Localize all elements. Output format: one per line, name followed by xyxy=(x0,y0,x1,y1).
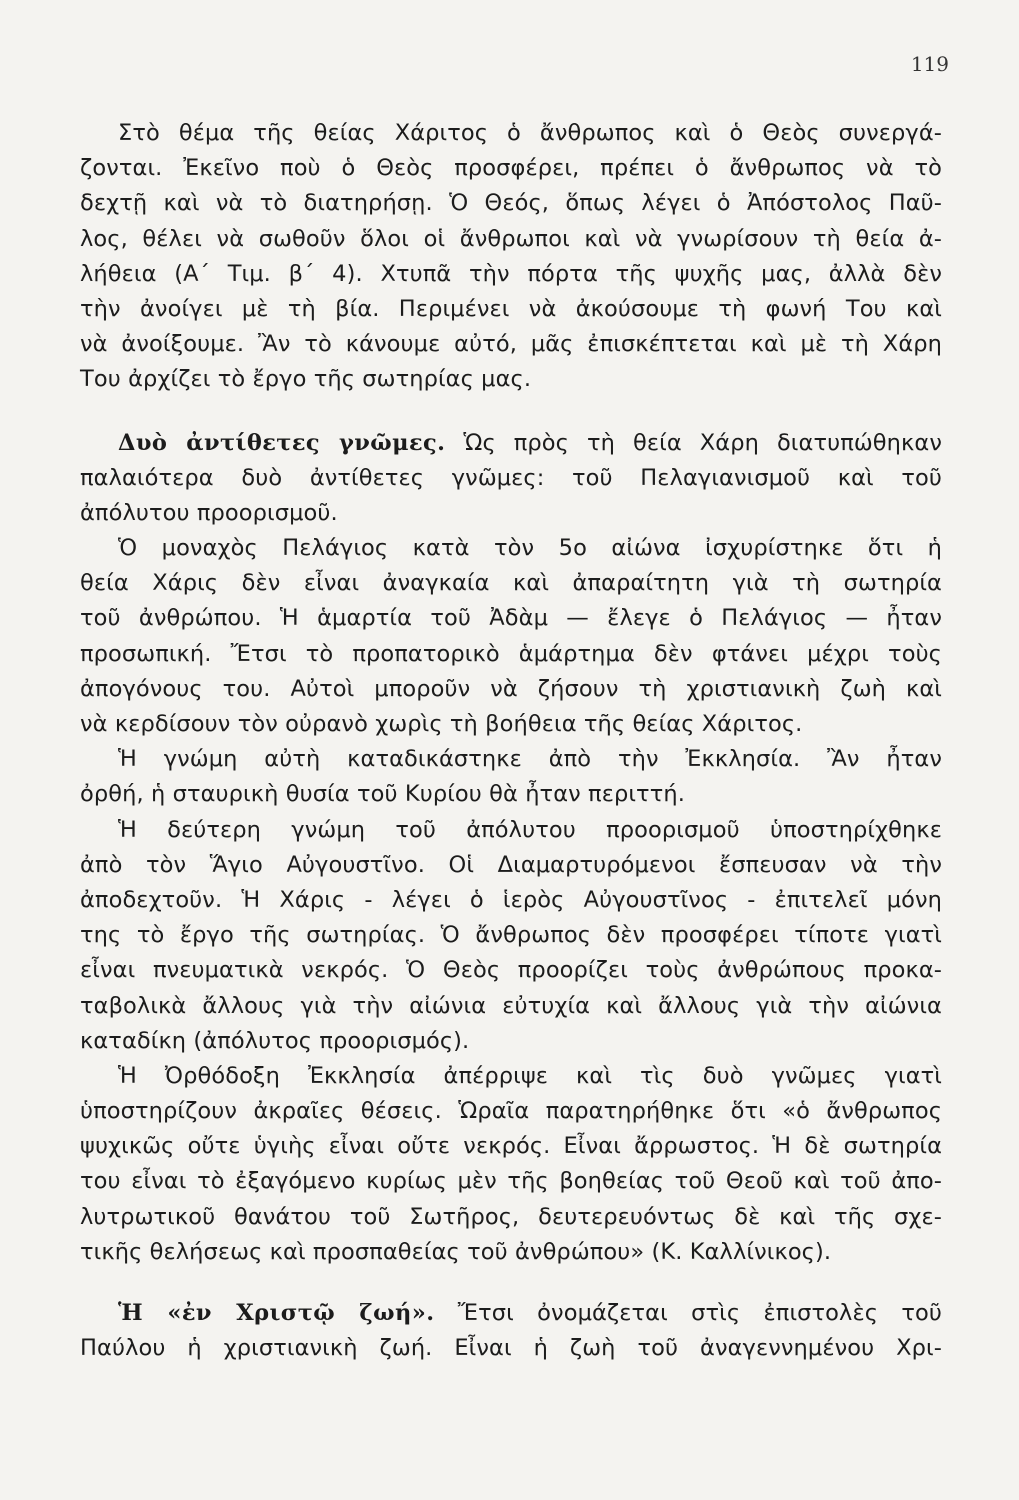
page-number: 119 xyxy=(910,52,949,76)
text-line: ὀρθή, ἡ σταυρικὴ θυσία τοῦ Κυρίου θὰ ἦταν περιττή. xyxy=(80,781,685,808)
text-line: θεία Χάρις δὲν εἶναι ἀναγκαία καὶ ἀπαραίτητη γιὰ τὴ σωτηρία xyxy=(80,570,942,597)
paragraph xyxy=(80,1059,942,1270)
text-line: καταδίκη (ἀπόλυτος προορισμός). xyxy=(80,1027,470,1054)
text-line: ταβολικὰ ἄλλους γιὰ τὴν αἰώνια εὐτυχία καὶ ἄλλους γιὰ τὴν αἰώνια xyxy=(80,992,942,1019)
page-text xyxy=(80,116,942,1366)
text-line: ἀπὸ τὸν Ἅγιο Αὐγουστῖνο. Οἱ Διαμαρτυρόμενοι ἔσπευσαν νὰ τὴν xyxy=(80,851,942,878)
text-line: Στὸ θέμα τῆς θείας Χάριτος ὁ ἄνθρωπος καὶ ὁ Θεὸς συνεργά- xyxy=(118,120,942,146)
text-line: ζονται. Ἐκεῖνο ποὺ ὁ Θεὸς προσφέρει, πρέπει ὁ ἄνθρωπος νὰ τὸ xyxy=(80,155,942,182)
text-line: της τὸ ἔργο τῆς σωτηρίας. Ὁ ἄνθρωπος δὲν προσφέρει τίποτε γιατὶ xyxy=(80,922,942,949)
paragraph xyxy=(80,813,942,1059)
text-run: Ὡς πρὸς τὴ θεία Χάρη διατυπώθηκαν xyxy=(445,429,942,456)
text-line: τοῦ ἀνθρώπου. Ἡ ἁμαρτία τοῦ Ἀδὰμ — ἔλεγε ὁ Πελάγιος — ἦταν xyxy=(80,605,942,632)
text-line: Του ἀρχίζει τὸ ἔργο τῆς σωτηρίας μας. xyxy=(80,366,532,393)
text-line: δεχτῇ καὶ νὰ τὸ διατηρήσῃ. Ὁ Θεός, ὅπως λέγει ὁ Ἀπόστολος Παῦ- xyxy=(80,190,942,217)
text-line: νὰ ἀνοίξουμε. Ἂν τὸ κάνουμε αὐτό, μᾶς ἐπισκέπτεται καὶ μὲ τὴ Χάρη xyxy=(80,331,942,358)
text-line: Ἡ Ὀρθόδοξη Ἐκκλησία ἀπέρριψε καὶ τὶς δυὸ γνῶμες γιατὶ xyxy=(118,1062,942,1089)
text-line: λήθεια (Α΄ Τιμ. β΄ 4). Χτυπᾶ τὴν πόρτα τῆς ψυχῆς μας, ἀλλὰ δὲν xyxy=(80,260,942,287)
text-run: Ἔτσι ὀνομάζεται στὶς ἐπιστολὲς τοῦ xyxy=(434,1300,942,1326)
text-line: του εἶναι τὸ ἐξαγόμενο κυρίως μὲν τῆς βοηθείας τοῦ Θεοῦ καὶ τοῦ ἀπο- xyxy=(80,1168,942,1195)
text-line: παλαιότερα δυὸ ἀντίθετες γνῶμες: τοῦ Πελαγιανισμοῦ καὶ τοῦ xyxy=(80,464,942,491)
paragraph xyxy=(80,531,942,742)
paragraph xyxy=(80,116,942,398)
text-line: Παύλου ἡ χριστιανικὴ ζωή. Εἶναι ἡ ζωὴ τοῦ ἀναγεννημένου Χρι- xyxy=(80,1335,942,1362)
text-line xyxy=(80,426,942,461)
text-line: λυτρωτικοῦ θανάτου τοῦ Σωτῆρος, δευτερευόντως δὲ καὶ τῆς σχε- xyxy=(80,1203,942,1230)
section-heading: Δυὸ ἀντίθετες γνῶμες. xyxy=(118,429,446,456)
text-line: ἀπόλυτου προορισμοῦ. xyxy=(80,499,338,526)
text-line xyxy=(80,1296,942,1331)
paragraph xyxy=(80,1296,942,1366)
text-line: ἀποδεχτοῦν. Ἡ Χάρις - λέγει ὁ ἱερὸς Αὐγουστῖνος - ἐπιτελεῖ μόνη xyxy=(80,886,942,913)
text-line: τικῆς θελήσεως καὶ προσπαθείας τοῦ ἀνθρώπου» (Κ. Καλλίνικος). xyxy=(80,1238,832,1265)
text-line: Ὁ μοναχὸς Πελάγιος κατὰ τὸν 5ο αἰώνα ἰσχυρίστηκε ὅτι ἡ xyxy=(118,535,942,562)
paragraph xyxy=(80,426,942,532)
text-line: ψυχικῶς οὔτε ὑγιὴς εἶναι οὔτε νεκρός. Εἶναι ἄρρωστος. Ἡ δὲ σωτηρία xyxy=(80,1133,942,1160)
text-line: λος, θέλει νὰ σωθοῦν ὅλοι οἱ ἄνθρωποι καὶ νὰ γνωρίσουν τὴ θεία ἀ- xyxy=(80,225,942,252)
text-line: εἶναι πνευματικὰ νεκρός. Ὁ Θεὸς προορίζει τοὺς ἀνθρώπους προκα- xyxy=(80,957,942,984)
text-line: Ἡ γνώμη αὐτὴ καταδικάστηκε ἀπὸ τὴν Ἐκκλησία. Ἂν ἦταν xyxy=(118,746,942,773)
section-heading: Ἡ «ἐν Χριστῷ ζωή». xyxy=(118,1300,435,1326)
text-line: προσωπική. Ἔτσι τὸ προπατορικὸ ἁμάρτημα δὲν φτάνει μέχρι τοὺς xyxy=(80,640,942,667)
text-line: Ἡ δεύτερη γνώμη τοῦ ἀπόλυτου προορισμοῦ ὑποστηρίχθηκε xyxy=(118,816,942,843)
text-line: ὑποστηρίζουν ἀκραῖες θέσεις. Ὡραῖα παρατηρήθηκε ὅτι «ὁ ἄνθρωπος xyxy=(80,1098,942,1125)
text-line: ἀπογόνους του. Αὐτοὶ μποροῦν νὰ ζήσουν τὴ χριστιανικὴ ζωὴ καὶ xyxy=(80,675,942,702)
text-line: τὴν ἀνοίγει μὲ τὴ βία. Περιμένει νὰ ἀκούσουμε τὴ φωνή Του καὶ xyxy=(80,295,942,322)
text-line: νὰ κερδίσουν τὸν οὐρανὸ χωρὶς τὴ βοήθεια τῆς θείας Χάριτος. xyxy=(80,711,803,737)
paragraph xyxy=(80,742,942,812)
